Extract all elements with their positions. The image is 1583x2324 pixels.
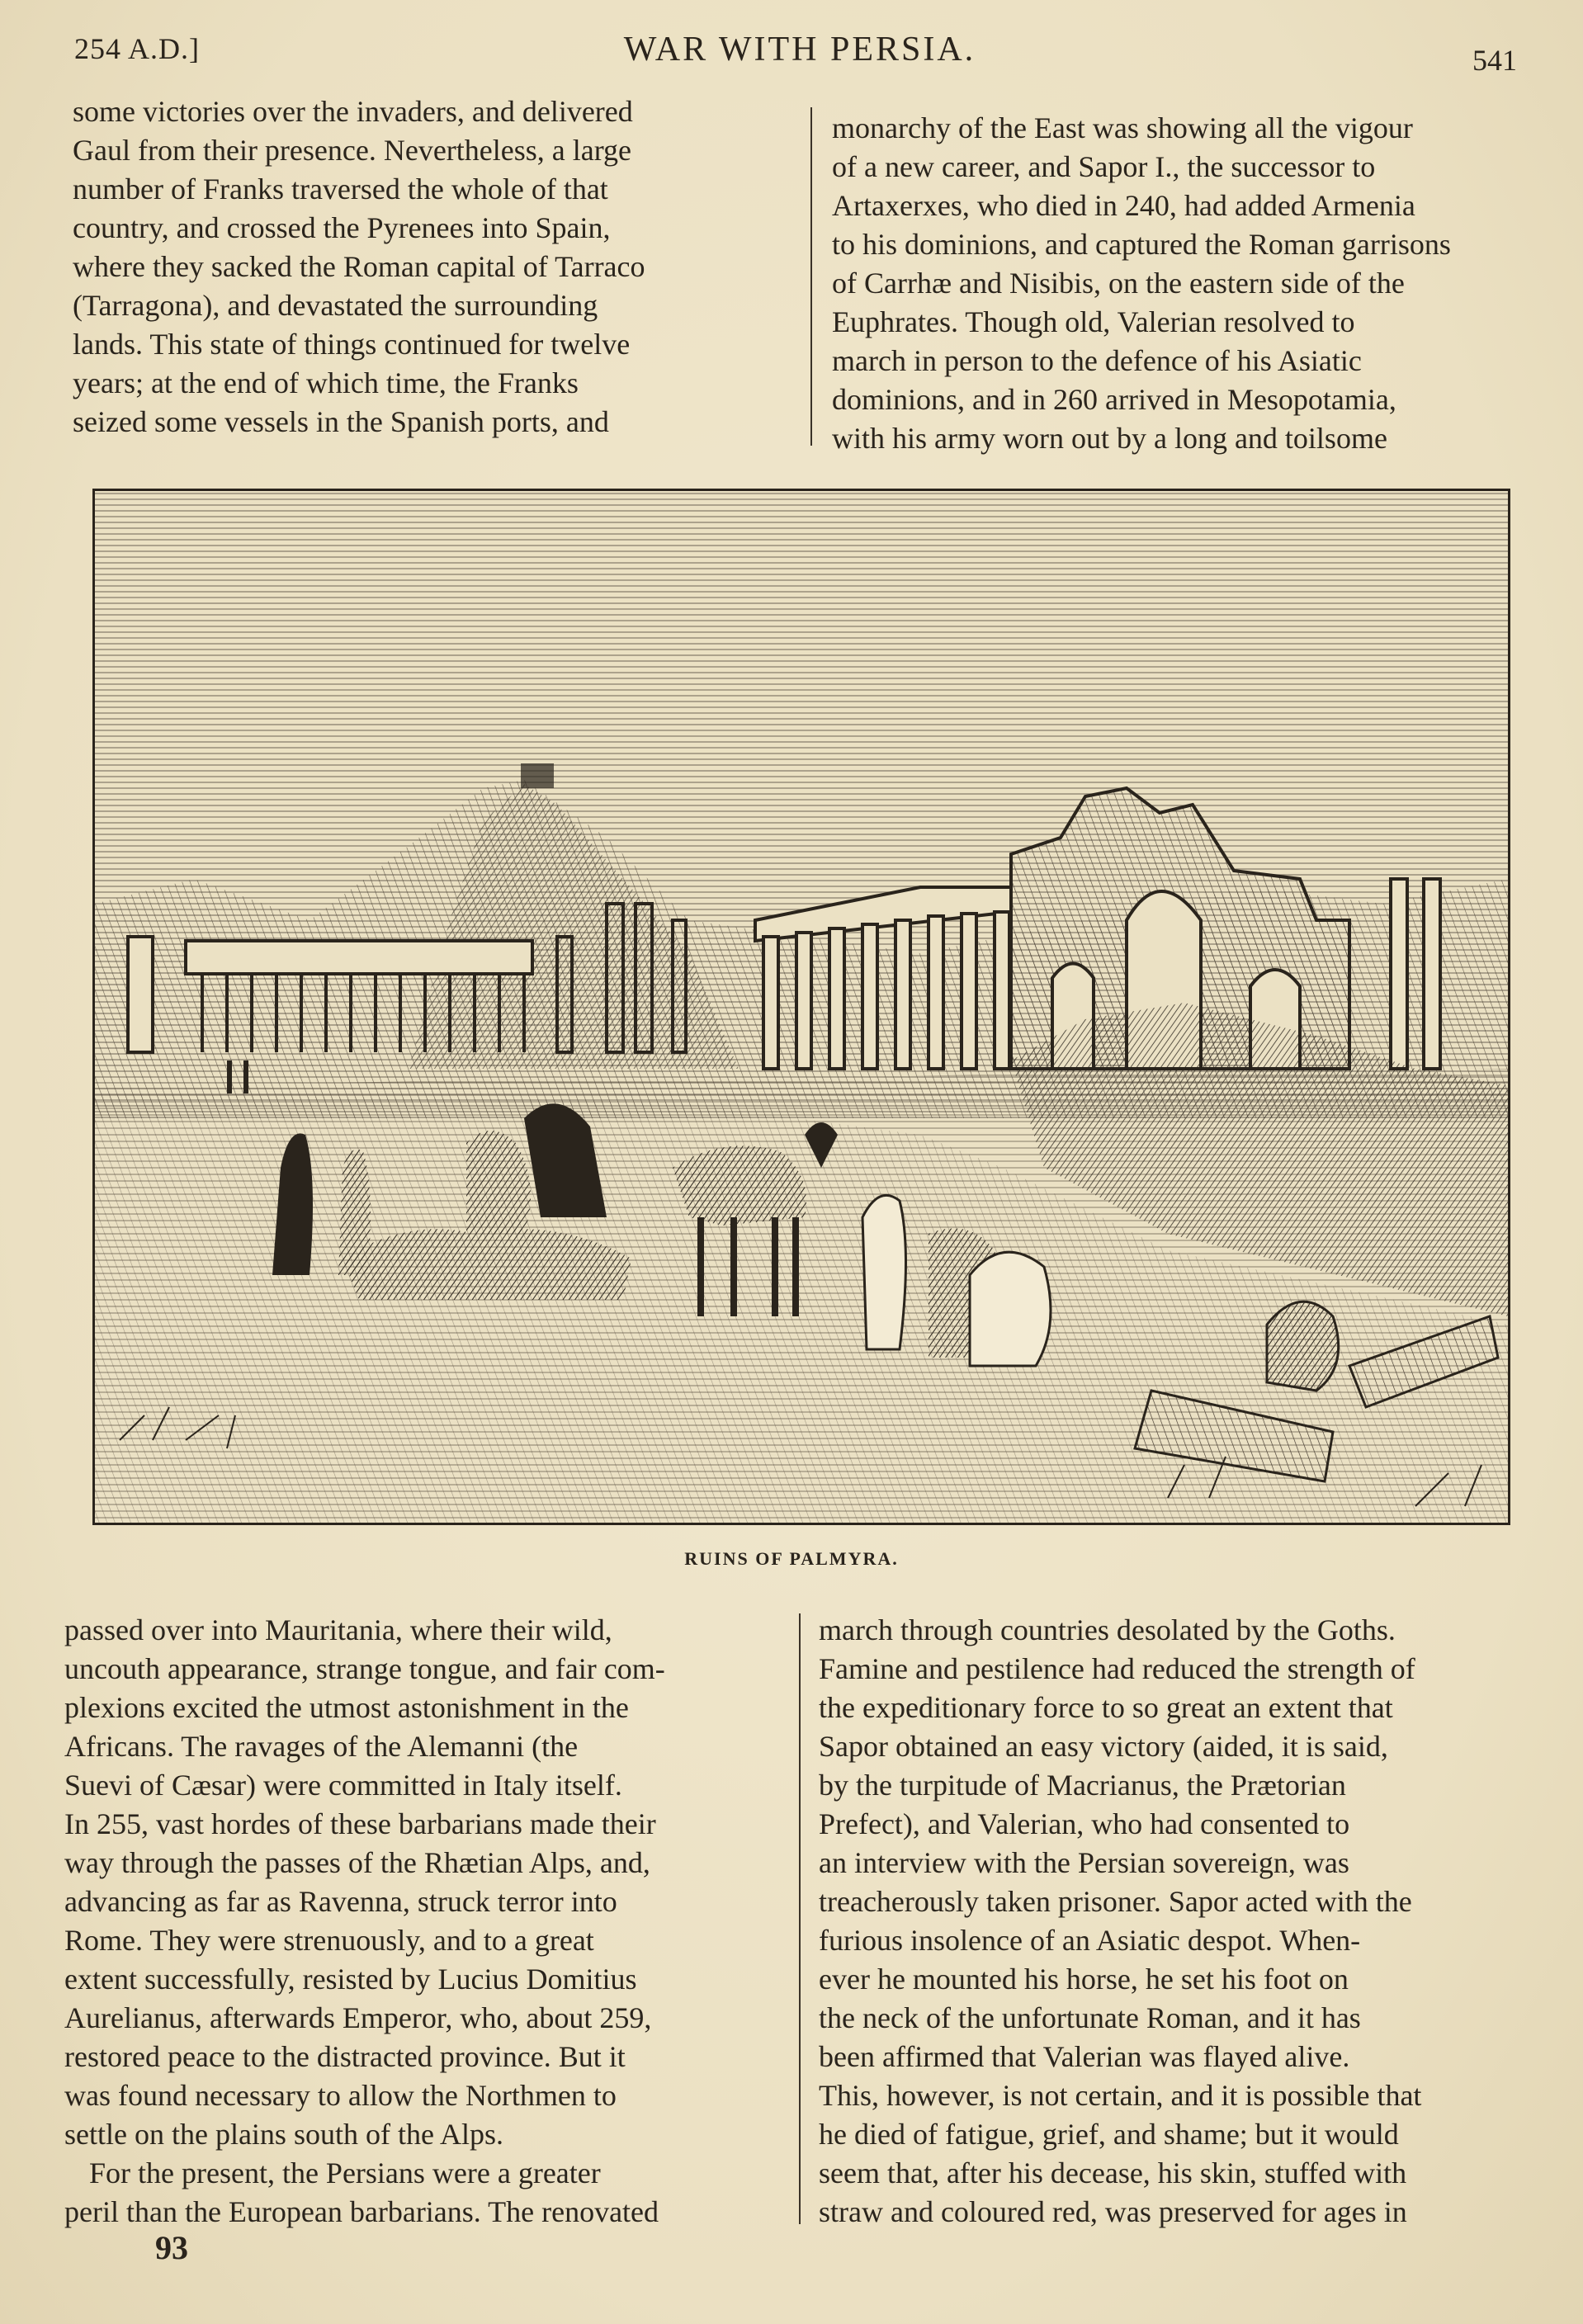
- text-line: the neck of the unfortunate Roman, and it has: [819, 2001, 1361, 2034]
- running-header: [74, 25, 1525, 77]
- text-line: ever he mounted his horse, he set his foot on: [819, 1963, 1349, 1996]
- text-line: Euphrates. Though old, Valerian resolved to: [832, 305, 1355, 338]
- text-line: Artaxerxes, who died in 240, had added Armenia: [832, 189, 1415, 222]
- text-line: Suevi of Cæsar) were committed in Italy itself.: [64, 1769, 622, 1802]
- text-line: where they sacked the Roman capital of Tarraco: [73, 250, 645, 283]
- signature-mark: 93: [155, 2229, 188, 2266]
- text-line: Gaul from their presence. Nevertheless, a large: [73, 134, 632, 167]
- text-line: (Tarragona), and devastated the surrounding: [73, 289, 598, 322]
- text-line: advancing as far as Ravenna, struck terror into: [64, 1885, 617, 1918]
- text-line: of a new career, and Sapor I., the successor to: [832, 150, 1376, 183]
- text-line: passed over into Mauritania, where their wild,: [64, 1613, 612, 1646]
- text-line: some victories over the invaders, and delivered: [73, 95, 633, 128]
- text-line: For the present, the Persians were a greater: [89, 2156, 601, 2189]
- text-line: an interview with the Persian sovereign, was: [819, 1846, 1349, 1879]
- text-line: straw and coloured red, was preserved for ages in: [819, 2195, 1407, 2228]
- text-line: treacherously taken prisoner. Sapor acted with the: [819, 1885, 1412, 1918]
- text-line: restored peace to the distracted province. But it: [64, 2040, 626, 2073]
- text-line: Aurelianus, afterwards Emperor, who, about 259,: [64, 2001, 652, 2034]
- palmyra-engraving: [92, 489, 1510, 1525]
- text-line: extent successfully, resisted by Lucius Domitius: [64, 1963, 637, 1996]
- text-line: peril than the European barbarians. The renovated: [64, 2195, 659, 2228]
- column-top-left: [73, 92, 792, 442]
- page-number: 541: [1472, 44, 1517, 77]
- text-line: by the turpitude of Macrianus, the Prætorian: [819, 1769, 1346, 1802]
- text-line: plexions excited the utmost astonishment in the: [64, 1691, 629, 1724]
- header-title: WAR WITH PERSIA.: [623, 31, 976, 68]
- text-line: of Carrhæ and Nisibis, on the eastern side of the: [832, 267, 1405, 300]
- text-line: furious insolence of an Asiatic despot. When-: [819, 1924, 1361, 1957]
- text-line: with his army worn out by a long and toilsome: [832, 422, 1387, 455]
- column-bottom-left: [64, 1611, 777, 2232]
- engraving-illustration: [95, 491, 1508, 1523]
- text-line: Prefect), and Valerian, who had consented to: [819, 1807, 1350, 1840]
- text-line: the expeditionary force to so great an extent that: [819, 1691, 1393, 1724]
- text-line: lands. This state of things continued for twelve: [73, 328, 631, 361]
- text-line: Rome. They were strenuously, and to a great: [64, 1924, 594, 1957]
- text-line: monarchy of the East was showing all the vigour: [832, 111, 1413, 144]
- header-date: 254 A.D.]: [74, 32, 200, 65]
- text-line: seem that, after his decease, his skin, stuffed with: [819, 2156, 1407, 2189]
- text-line: number of Franks traversed the whole of that: [73, 172, 608, 205]
- text-line: way through the passes of the Rhætian Alps, and,: [64, 1846, 650, 1879]
- column-divider: [810, 107, 812, 446]
- column-bottom-right: [819, 1611, 1529, 2232]
- text-line: settle on the plains south of the Alps.: [64, 2118, 503, 2151]
- text-line: This, however, is not certain, and it is possible that: [819, 2079, 1422, 2112]
- text-line: In 255, vast hordes of these barbarians made their: [64, 1807, 656, 1840]
- text-line: march in person to the defence of his Asiatic: [832, 344, 1362, 377]
- text-line: Sapor obtained an easy victory (aided, it is said,: [819, 1730, 1388, 1763]
- text-line: been affirmed that Valerian was flayed alive.: [819, 2040, 1350, 2073]
- text-line: country, and crossed the Pyrenees into Spain,: [73, 211, 611, 244]
- text-line: to his dominions, and captured the Roman garrisons: [832, 228, 1451, 261]
- column-top-right: [832, 109, 1542, 458]
- text-line: march through countries desolated by the Goths.: [819, 1613, 1396, 1646]
- text-line: uncouth appearance, strange tongue, and fair com-: [64, 1652, 665, 1685]
- figure-caption: RUINS OF PALMYRA.: [684, 1548, 899, 1569]
- text-line: he died of fatigue, grief, and shame; but it would: [819, 2118, 1399, 2151]
- column-divider: [799, 1613, 801, 2224]
- text-line: Famine and pestilence had reduced the strength of: [819, 1652, 1415, 1685]
- text-line: Africans. The ravages of the Alemanni (the: [64, 1730, 579, 1763]
- text-line: was found necessary to allow the Northmen to: [64, 2079, 617, 2112]
- text-line: seized some vessels in the Spanish ports, and: [73, 405, 609, 438]
- text-line: dominions, and in 260 arrived in Mesopotamia,: [832, 383, 1396, 416]
- text-line: years; at the end of which time, the Franks: [73, 366, 579, 399]
